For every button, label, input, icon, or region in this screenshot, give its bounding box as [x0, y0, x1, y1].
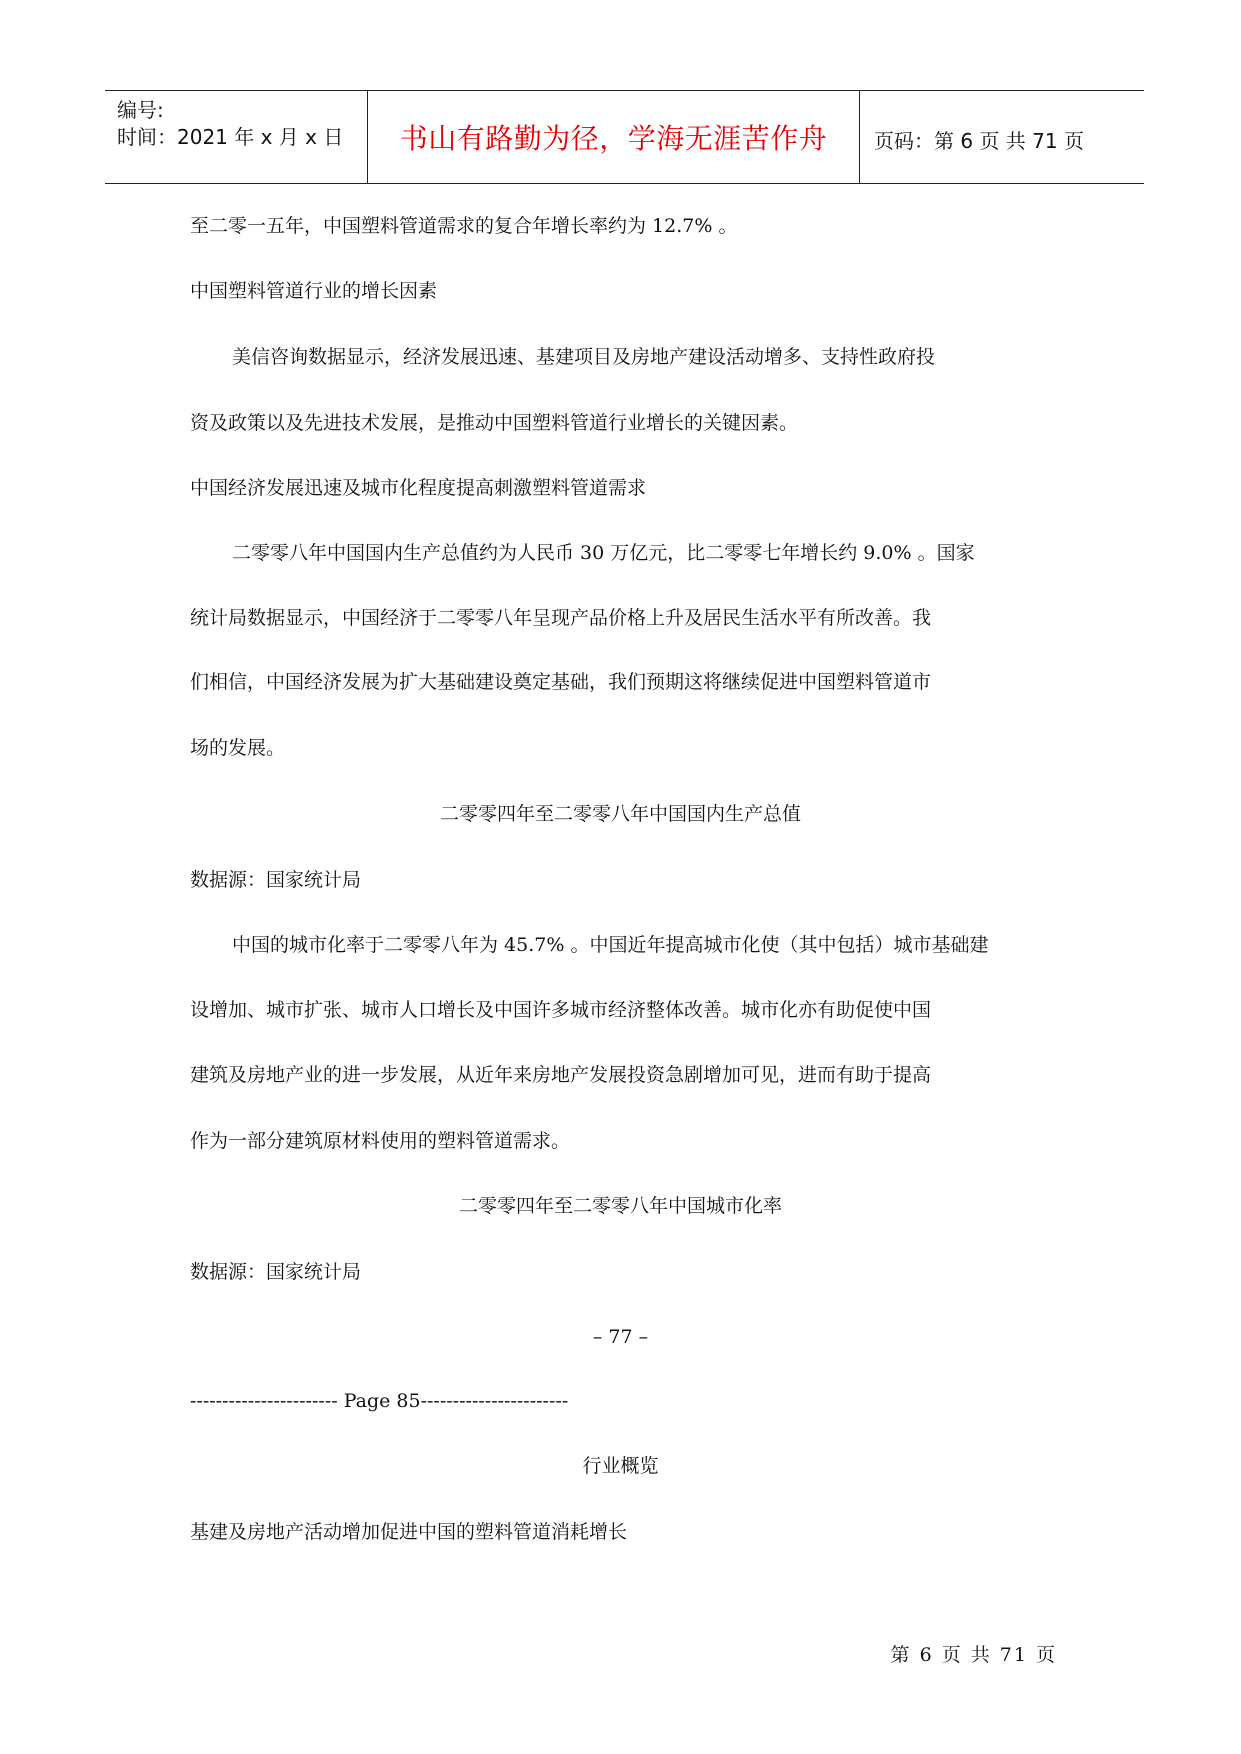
header-motto: 书山有路勤为径，学海无涯苦作舟 — [399, 122, 828, 155]
header-page-number: 页码：第 6 页 共 71 页 — [874, 129, 1084, 153]
paragraph-line: 作为一部分建筑原材料使用的塑料管道需求。 — [190, 1130, 571, 1152]
paragraph-line: 资及政策以及先进技术发展，是推动中国塑料管道行业增长的关键因素。 — [190, 412, 799, 434]
inner-page-number: – 77 – — [592, 1326, 649, 1348]
paragraph-line: 建筑及房地产业的进一步发展，从近年来房地产发展投资急剧增加可见，进而有助于提高 — [190, 1064, 932, 1086]
figure-source: 数据源：国家统计局 — [190, 869, 362, 891]
page-break-marker: ----------------------- Page 85----------------------- — [190, 1390, 569, 1412]
header-info-cell — [105, 91, 367, 183]
document-header — [105, 90, 1144, 184]
paragraph-line: 至二零一五年，中国塑料管道需求的复合年增长率约为 12.7% 。 — [190, 215, 738, 237]
figure-title: 二零零四年至二零零八年中国国内生产总值 — [439, 803, 801, 825]
footer-page-number: 第 6 页 共 71 页 — [890, 1644, 1057, 1666]
header-page-cell — [860, 91, 1144, 183]
paragraph-line: 中国的城市化率于二零零八年为 45.7% 。中国近年提高城市化使（其中包括）城市基础建 — [232, 934, 989, 956]
header-motto-cell — [367, 91, 860, 183]
paragraph-line: 们相信，中国经济发展为扩大基础建设奠定基础，我们预期这将继续促进中国塑料管道市 — [190, 671, 932, 693]
paragraph-line: 设增加、城市扩张、城市人口增长及中国许多城市经济整体改善。城市化亦有助促使中国 — [190, 999, 932, 1021]
document-time-label: 时间：2021 年 x 月 x 日 — [117, 125, 344, 149]
figure-title: 二零零四年至二零零八年中国城市化率 — [458, 1195, 782, 1217]
section-heading: 基建及房地产活动增加促进中国的塑料管道消耗增长 — [190, 1521, 628, 1543]
section-title: 行业概览 — [582, 1455, 659, 1477]
paragraph-line: 场的发展。 — [190, 737, 286, 759]
document-number-label: 编号: — [117, 98, 164, 122]
paragraph-line: 美信咨询数据显示，经济发展迅速、基建项目及房地产建设活动增多、支持性政府投 — [232, 346, 936, 368]
section-heading: 中国经济发展迅速及城市化程度提高刺激塑料管道需求 — [190, 477, 647, 499]
paragraph-line: 二零零八年中国国内生产总值约为人民币 30 万亿元，比二零零七年增长约 9.0% 。国家 — [232, 542, 975, 564]
paragraph-line: 统计局数据显示，中国经济于二零零八年呈现产品价格上升及居民生活水平有所改善。我 — [190, 607, 932, 629]
section-heading: 中国塑料管道行业的增长因素 — [190, 280, 438, 302]
figure-source: 数据源：国家统计局 — [190, 1261, 362, 1283]
